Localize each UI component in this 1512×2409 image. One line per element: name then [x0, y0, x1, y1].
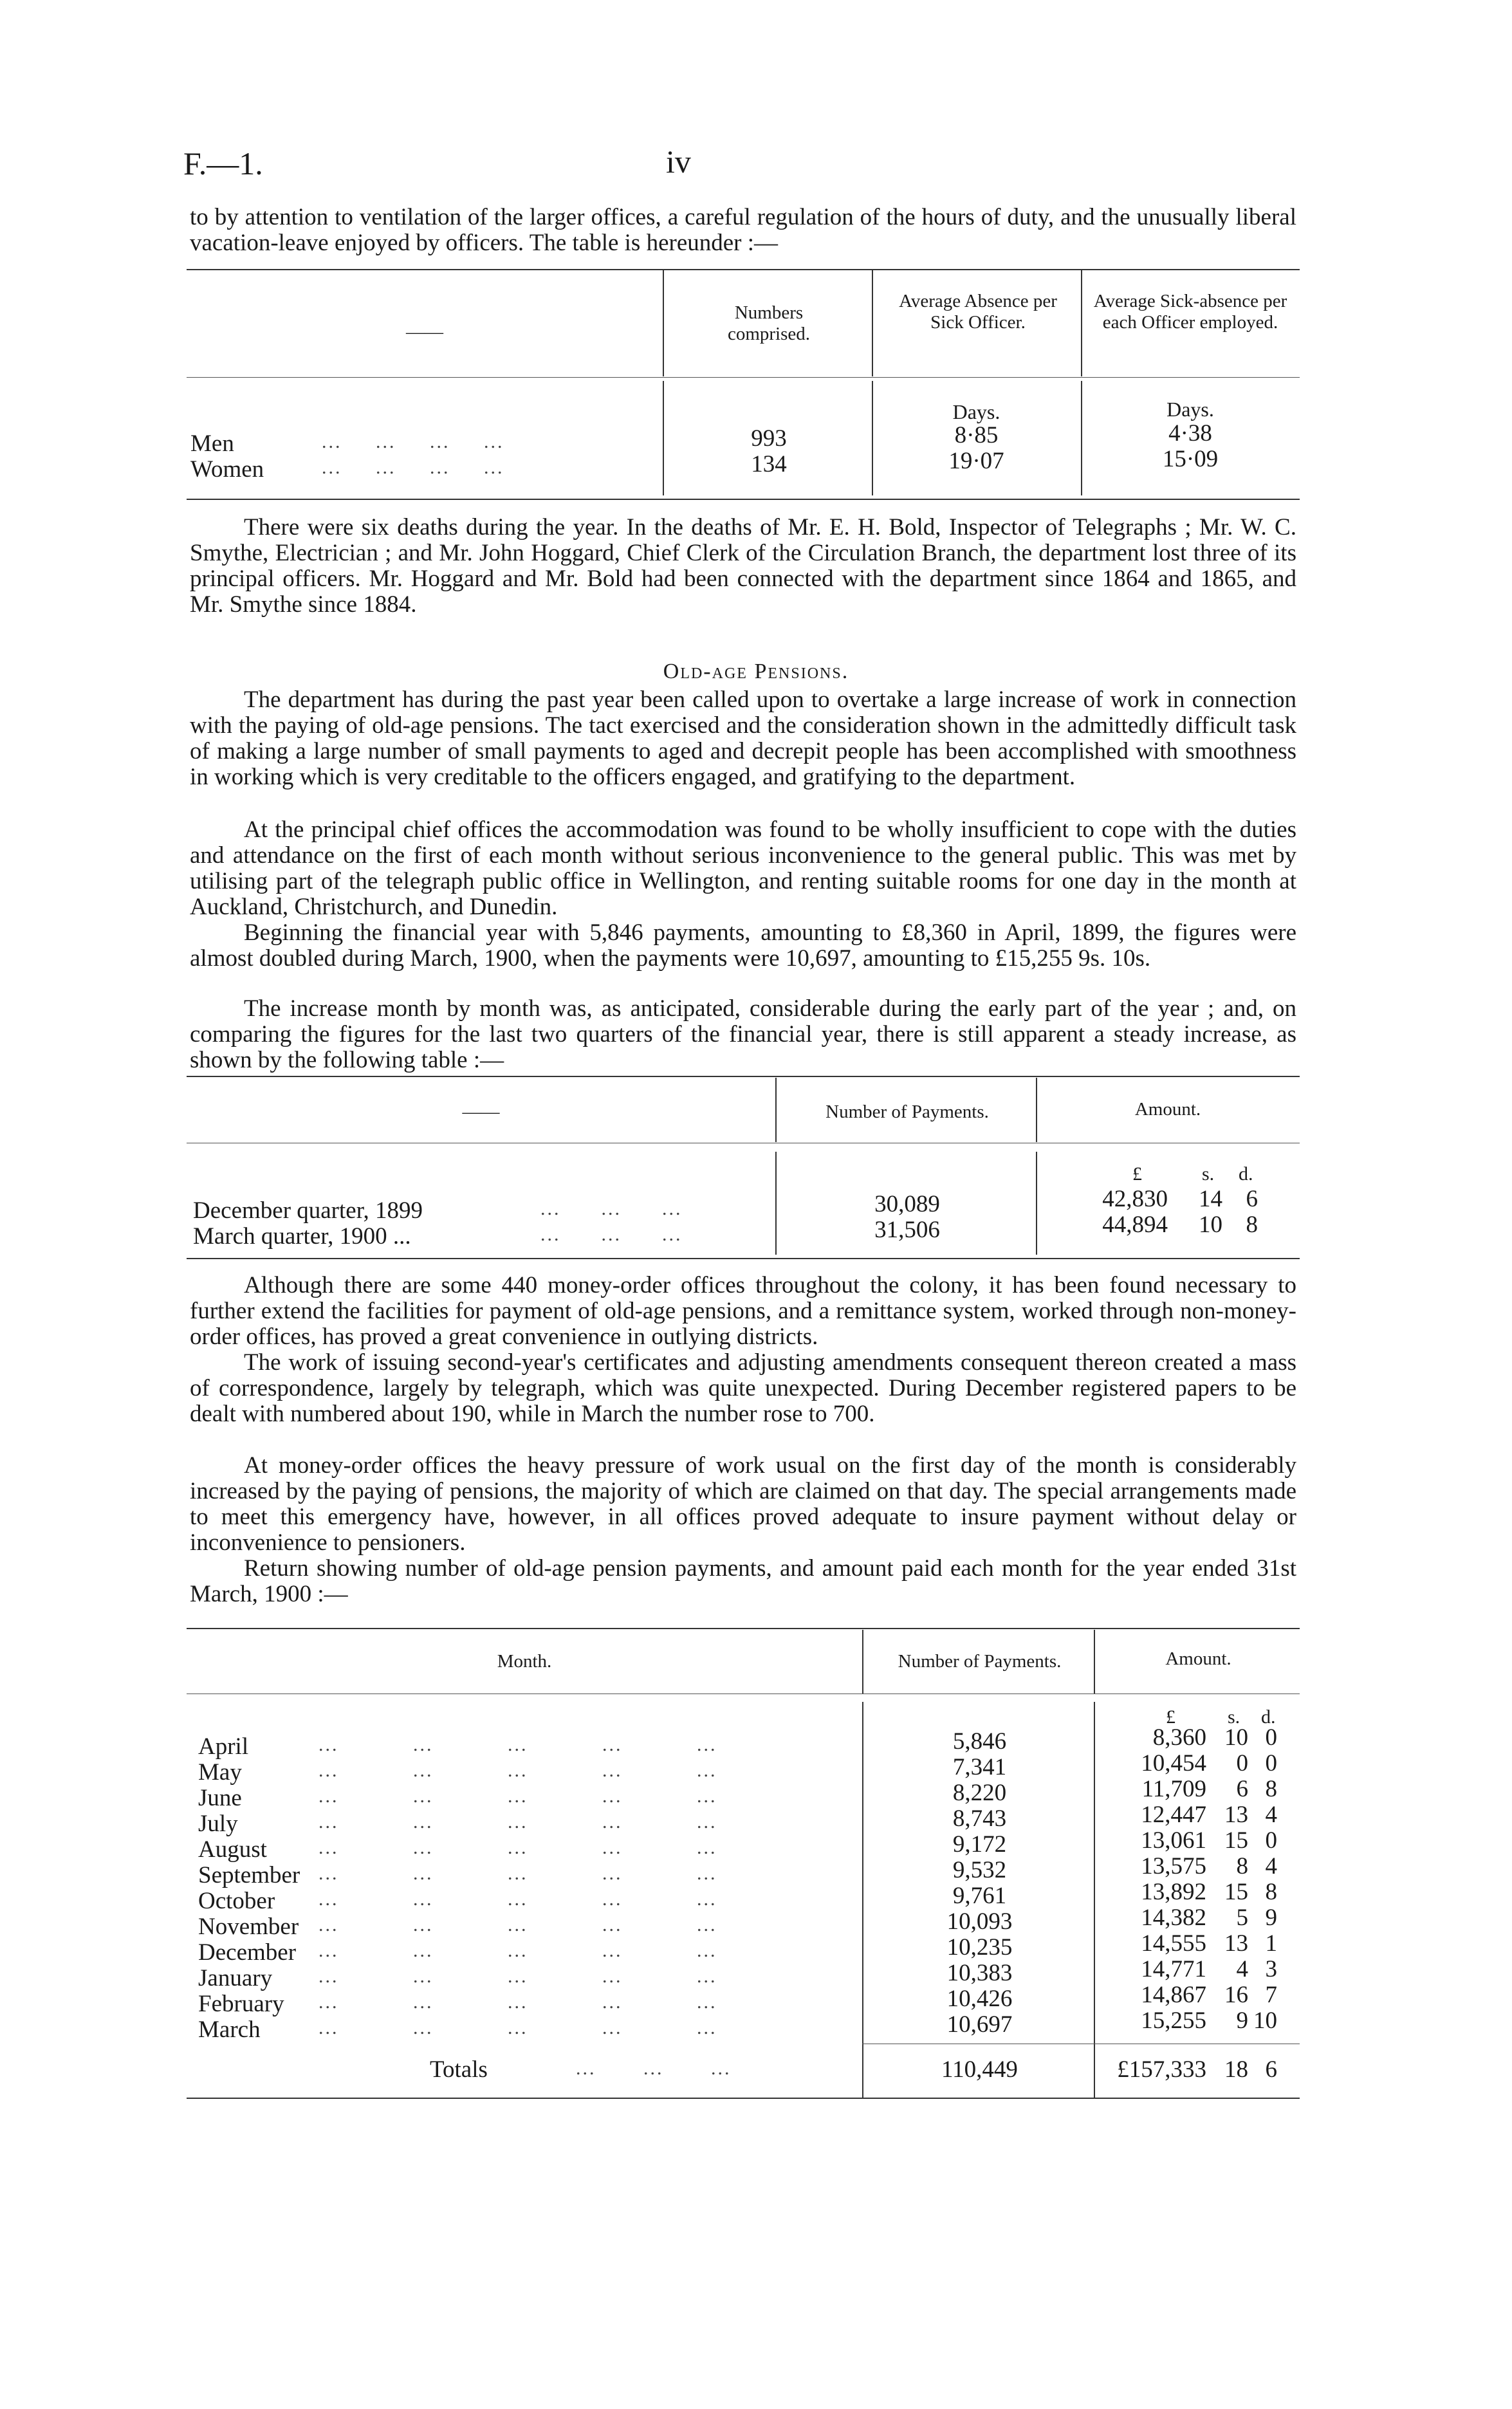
table3-month: November	[198, 1914, 299, 1940]
table3-pounds: 11,709	[1141, 1776, 1206, 1802]
table1-avg-sick: 8·85	[954, 422, 999, 448]
leader-dots: ... ... ... ... ...	[318, 1837, 717, 1858]
table3-vrule	[1094, 1630, 1095, 1694]
table3-col-amount: Amount.	[1165, 1648, 1231, 1669]
table3-pence: 3	[1265, 1956, 1277, 1982]
table3-payments: 10,697	[946, 2011, 1013, 2038]
table2-pounds: 42,830	[1102, 1186, 1168, 1212]
table2-vrule	[1036, 1078, 1037, 1142]
table1-col-avg-sick: Average Absence per Sick Officer.	[899, 291, 1057, 333]
table3-shillings: 10	[1224, 1724, 1248, 1751]
table3-pence: 9	[1265, 1905, 1277, 1931]
pensions-paragraph-8: Return showing number of old-age pension payments, and amount paid each month for the year ended 31st March, 1900 :—	[190, 1555, 1296, 1607]
table3-pounds: 8,360	[1152, 1724, 1206, 1751]
leader-dots: ... ... ... ... ...	[318, 1863, 717, 1884]
table1-vrule	[872, 270, 873, 376]
table2-unit-pence: d.	[1239, 1163, 1253, 1185]
leader-dots: ... ... ... ... ...	[318, 1914, 717, 1935]
pensions-paragraph-3: Beginning the financial year with 5,846 payments, amounting to £8,360 in April, 1899, the figures were almost doubled during March, 1900, when the payments were 10,697, amounting to £15,255 9s. 10s.	[190, 919, 1296, 972]
table3-month: March	[198, 2017, 261, 2043]
table3-totals-shillings: 18	[1224, 2056, 1248, 2083]
table3-pounds: 12,447	[1141, 1802, 1206, 1828]
table2-unit-shillings: s.	[1202, 1163, 1215, 1185]
table3-payments: 10,235	[946, 1934, 1013, 1961]
pensions-paragraph-7: At money-order offices the heavy pressure of work usual on the first day of the month is considerably increased by the paying of pensions, the majority of which are claimed on that day. The special arrangements made to meet this emergency have, however, in all offices proved adequate to insure payment without delay or inconvenience to pensioners.	[190, 1452, 1296, 1556]
table1-stub-header: ——	[406, 322, 443, 342]
table3-month: January	[198, 1965, 273, 1991]
pensions-paragraph-6: The work of issuing second-year's certificates and adjusting amendments consequent thereon created a mass of correspondence, largely by telegraph, which was quite unexpected. During December registered papers to be dealt with numbered about 190, while in March the number rose to 700.	[190, 1349, 1296, 1427]
table3-month: October	[198, 1888, 275, 1914]
leader-dots: ... ... ... ... ...	[318, 1991, 717, 2013]
table3-payments: 10,426	[946, 1986, 1013, 2012]
table3-pence: 8	[1265, 1776, 1277, 1802]
table3-bottom-rule	[187, 2098, 1300, 2099]
leader-dots: ... ... ... ...	[322, 457, 504, 478]
table1-col-avg-all: Average Sick-absence per each Officer employed.	[1093, 291, 1287, 333]
table3-pounds: 15,255	[1141, 2008, 1206, 2034]
table3-totals-pounds: £157,333	[1117, 2056, 1206, 2083]
table3-shillings: 4	[1236, 1956, 1248, 1982]
table3-month: June	[198, 1785, 242, 1811]
table3-shillings: 15	[1224, 1879, 1248, 1905]
table3-shillings: 9	[1236, 2008, 1248, 2034]
table3-month: February	[198, 1991, 284, 2017]
table3-vrule	[862, 1702, 863, 2098]
table3-pounds: 10,454	[1141, 1750, 1206, 1777]
table3-totals-label: Totals	[430, 2056, 488, 2083]
table3-shillings: 0	[1236, 1750, 1248, 1777]
table3-pounds: 14,555	[1141, 1930, 1206, 1957]
leader-dots: ... ... ... ... ...	[318, 1966, 717, 1987]
table1-top-rule	[187, 269, 1300, 270]
table1-count: 993	[751, 425, 787, 452]
table2-row-label: December quarter, 1899	[193, 1197, 423, 1224]
deaths-paragraph: There were six deaths during the year. In the deaths of Mr. E. H. Bold, Inspector of Telegraphs ; Mr. W. C. Smythe, Electrician ; and Mr. John Hoggard, Chief Clerk of the Circulation Branch, the department lost three of its principal officers. Mr. Hoggard and Mr. Bold had been connected with the department since 1864 and 1865, and Mr. Smythe since 1884.	[190, 514, 1296, 618]
table3-pence: 8	[1265, 1879, 1277, 1905]
table1-avg-sick: 19·07	[948, 448, 1004, 474]
pensions-paragraph-1: The department has during the past year been called upon to overtake a large increase of work in connection with the paying of old-age pensions. The tact exercised and the consideration shown in the admittedly difficult task of making a large number of small payments to aged and decrepit people has been accomplished with smoothness in working which is very creditable to the officers engaged, and gratifying to the department.	[190, 687, 1296, 790]
table2-bottom-rule	[187, 1258, 1300, 1259]
table3-payments: 10,383	[946, 1960, 1013, 1986]
table1-col-numbers: Numbers comprised.	[727, 302, 811, 344]
table2-shillings: 14	[1199, 1186, 1222, 1212]
table3-month: July	[198, 1811, 238, 1837]
table3-pounds: 14,771	[1141, 1956, 1206, 1982]
table3-col-payments: Number of Payments.	[898, 1651, 1062, 1672]
intro-paragraph: to by attention to ventilation of the larger offices, a careful regulation of the hours of duty, and the unusually liberal vacation-leave enjoyed by officers. The table is hereunder :—	[190, 204, 1296, 256]
table3-payments: 8,743	[952, 1805, 1007, 1832]
table3-shillings: 6	[1236, 1776, 1248, 1802]
table3-payments: 7,341	[952, 1754, 1007, 1780]
table1-count: 134	[751, 451, 787, 477]
leader-dots: ... ... ... ...	[322, 431, 504, 452]
table2-shillings: 10	[1199, 1212, 1222, 1238]
table3-pounds: 13,892	[1141, 1879, 1206, 1905]
table3-pence: 4	[1265, 1853, 1277, 1879]
table2-pence: 8	[1246, 1212, 1258, 1238]
leader-dots: ... ... ... ... ...	[318, 1786, 717, 1807]
table3-payments: 10,093	[946, 1908, 1013, 1935]
table3-month: September	[198, 1862, 300, 1888]
table3-pounds: 13,575	[1141, 1853, 1206, 1879]
pensions-paragraph-2: At the principal chief offices the accommodation was found to be wholly insufficient to cope with the duties and attendance on the first of each month without serious inconvenience to the general public. This was met by utilising part of the telegraph public office in Wellington, and renting suitable rooms for one day in the month at Auckland, Christchurch, and Dunedin.	[190, 817, 1296, 920]
table3-month: December	[198, 1939, 297, 1966]
table3-shillings: 8	[1236, 1853, 1248, 1879]
section-heading: Old-age Pensions.	[663, 660, 849, 683]
table1-vrule	[872, 381, 873, 495]
leader-dots: ... ... ... ... ...	[318, 1760, 717, 1781]
table2-pence: 6	[1246, 1186, 1258, 1212]
table1-vrule	[663, 381, 664, 495]
table3-col-month: Month.	[497, 1651, 552, 1672]
table2-unit-pounds: £	[1132, 1163, 1142, 1185]
leader-dots: ... ... ...	[540, 1198, 683, 1219]
page-number: iv	[666, 143, 691, 180]
table1-avg-all: 4·38	[1168, 420, 1212, 447]
table2-vrule	[775, 1078, 777, 1142]
table3-vrule	[862, 1630, 863, 1694]
leader-dots: ... ... ...	[540, 1224, 683, 1245]
table3-pounds: 13,061	[1141, 1827, 1206, 1854]
table2-top-rule	[187, 1076, 1300, 1077]
table3-payments: 9,172	[952, 1831, 1007, 1858]
table2-col-payments: Number of Payments.	[825, 1102, 989, 1122]
table1-vrule	[1081, 381, 1082, 495]
table3-top-rule	[187, 1628, 1300, 1629]
table3-pounds: 14,382	[1141, 1905, 1206, 1931]
pensions-paragraph-4: The increase month by month was, as anticipated, considerable during the early part of the year ; and, on comparing the figures for the last two quarters of the financial year, there is still apparent a steady increase, as shown by the following table :—	[190, 995, 1296, 1073]
table3-month: May	[198, 1759, 242, 1786]
leader-dots: ... ... ... ... ...	[318, 1940, 717, 1961]
table3-shillings: 13	[1224, 1930, 1248, 1957]
table1-avg-all: 15·09	[1162, 446, 1219, 472]
table3-shillings: 15	[1224, 1827, 1248, 1854]
table2-payments: 30,089	[874, 1191, 940, 1217]
table3-pounds: 14,867	[1141, 1982, 1206, 2008]
table1-bottom-rule	[187, 499, 1300, 500]
table3-shillings: 5	[1236, 1905, 1248, 1931]
table2-stub-header: ——	[462, 1102, 500, 1122]
table3-vrule	[1094, 1702, 1095, 2098]
table3-pence: 0	[1265, 1827, 1277, 1854]
table3-payments: 8,220	[952, 1780, 1007, 1806]
table2-pounds: 44,894	[1102, 1212, 1168, 1238]
table2-row-label: March quarter, 1900 ...	[193, 1223, 411, 1250]
table3-unit-shillings: s.	[1228, 1706, 1240, 1728]
table2-vrule	[775, 1152, 777, 1255]
table1-header-rule	[187, 377, 1300, 378]
table3-unit-pence: d.	[1261, 1706, 1276, 1728]
table3-shillings: 13	[1224, 1802, 1248, 1828]
leader-dots: ... ... ... ... ...	[318, 1888, 717, 1910]
table1-vrule	[1081, 270, 1082, 376]
table1-vrule	[663, 270, 664, 376]
table3-payments: 5,846	[952, 1728, 1007, 1755]
table3-pence: 1	[1265, 1930, 1277, 1957]
table2-payments: 31,506	[874, 1217, 940, 1243]
table3-pence: 10	[1253, 2008, 1277, 2034]
pensions-paragraph-5: Although there are some 440 money-order offices throughout the colony, it has been found necessary to further extend the facilities for payment of old-age pensions, and a remittance system, worked through non-money-order offices, has proved a great convenience in outlying districts.	[190, 1272, 1296, 1350]
table1-unit: Days.	[1166, 398, 1214, 421]
table1-row-label: Women	[190, 456, 264, 483]
table2-col-amount: Amount.	[1134, 1099, 1201, 1120]
table3-payments: 9,532	[952, 1857, 1007, 1883]
table2-vrule	[1036, 1152, 1037, 1255]
table1-unit: Days.	[952, 400, 1000, 423]
leader-dots: ... ... ... ... ...	[318, 1734, 717, 1755]
table3-pence: 0	[1265, 1750, 1277, 1777]
leader-dots: ... ... ...	[576, 2058, 732, 2079]
table3-unit-pounds: £	[1166, 1706, 1175, 1728]
leader-dots: ... ... ... ... ...	[318, 2017, 717, 2038]
table3-totals-pence: 6	[1265, 2056, 1277, 2083]
table3-pence: 4	[1265, 1802, 1277, 1828]
document-reference: F.—1.	[183, 145, 263, 181]
table3-month: August	[198, 1836, 267, 1863]
table1-row-label: Men	[190, 430, 234, 457]
table3-totals-payments: 110,449	[941, 2056, 1018, 2083]
leader-dots: ... ... ... ... ...	[318, 1811, 717, 1832]
table3-pence: 0	[1265, 1724, 1277, 1751]
table3-month: April	[198, 1733, 249, 1760]
table3-payments: 9,761	[952, 1883, 1007, 1909]
table3-pence: 7	[1265, 1982, 1277, 2008]
table3-shillings: 16	[1224, 1982, 1248, 2008]
